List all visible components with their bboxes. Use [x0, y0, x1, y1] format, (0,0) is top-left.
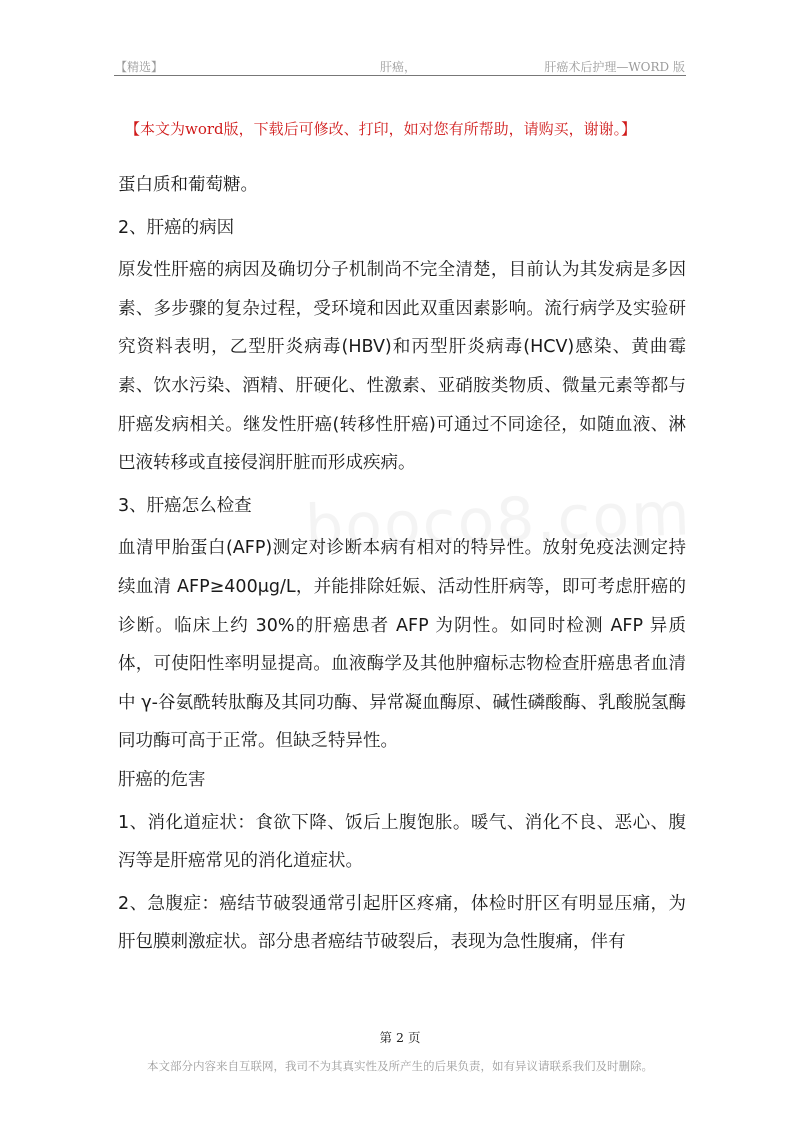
paragraph-exam: 血清甲胎蛋白(AFP)测定对诊断本病有相对的特异性。放射免疫法测定持续血清 AFP≥400μg/L，并能排除妊娠、活动性肝病等，即可考虑肝癌的诊断。临床上约 30%的肝癌患者 AFP 为阴性。如同时检测 AFP 异质体，可使阳性率明显提高。血液酶学及其他肿瘤标志物检查肝癌患者血清中 γ-谷氨酰转肽酶及其同功酶、异常凝血酶原、碱性磷酸酶、乳酸脱氢酶同功酶可高于正常。但缺乏特异性。	[118, 538, 686, 752]
paragraph-harm-acute: 2、急腹症：癌结节破裂通常引起肝区疼痛，体检时肝区有明显压痛，为肝包膜刺激症状。部分患者癌结节破裂后，表现为急性腹痛，伴有	[118, 893, 686, 953]
footer-disclaimer: 本文部分内容来自互联网，我司不为其真实性及所产生的后果负责，如有异议请联系我们及时删除。	[147, 1059, 653, 1073]
header-left-label: 【精选】	[115, 60, 164, 74]
download-notice: 【本文为word版，下载后可修改、打印，如对您有所帮助，请购买，谢谢。】	[125, 120, 637, 138]
paragraph-causes: 原发性肝癌的病因及确切分子机制尚不完全清楚，目前认为其发病是多因素、多步骤的复杂过程，受环境和因此双重因素影响。流行病学及实验研究资料表明，乙型肝炎病毒(HBV)和丙型肝炎病毒(HCV)感染、黄曲霉素、饮水污染、酒精、肝硬化、性激素、亚硝胺类物质、微量元素等都与肝癌发病相关。继发性肝癌(转移性肝癌)可通过不同途径，如随血液、淋巴液转移或直接侵润肝脏而形成疾病。	[118, 260, 686, 474]
paragraph-harm-digestive: 1、消化道症状：食欲下降、饭后上腹饱胀。暖气、消化不良、恶心、腹泻等是肝癌常见的消化道症状。	[118, 812, 686, 872]
page-header	[115, 56, 685, 76]
header-center-label: 肝癌，	[380, 60, 417, 74]
header-right-label: 肝癌术后护理—WORD 版	[544, 60, 685, 74]
document-body	[118, 166, 686, 962]
header-divider	[114, 75, 686, 76]
section-heading-harm: 肝癌的危害	[118, 769, 206, 790]
page-number: 第 2 页	[379, 1030, 421, 1045]
paragraph-continuation: 蛋白质和葡萄糖。	[118, 175, 258, 195]
section-heading-causes: 2、肝癌的病因	[118, 217, 235, 238]
section-heading-exam: 3、肝癌怎么检查	[118, 495, 252, 516]
